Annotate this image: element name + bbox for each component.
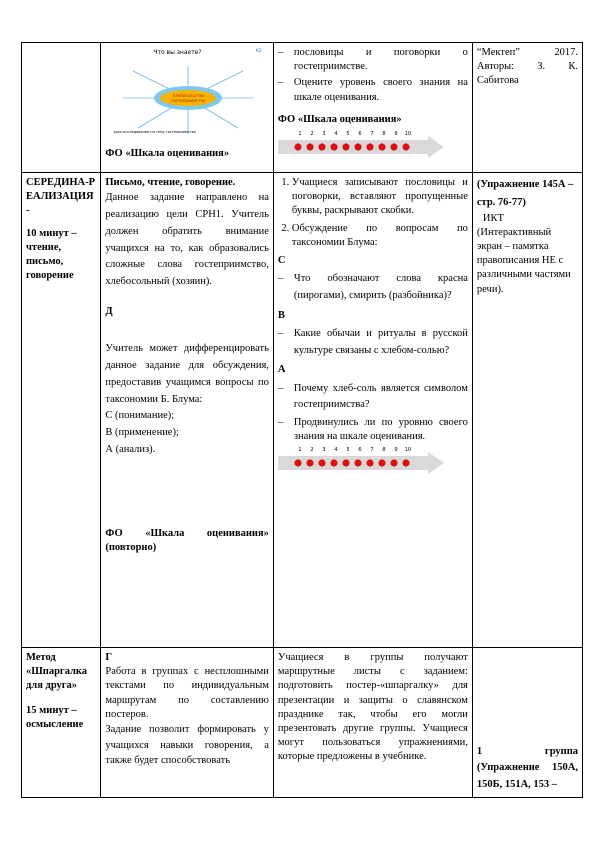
stage-time: 10 минут – чтение, письмо, говорение xyxy=(26,227,77,282)
rating-scale xyxy=(278,131,444,159)
stage-title: Метод «Шпаргалка для друга» xyxy=(26,652,88,692)
bloom-item: В (применение); xyxy=(105,427,179,439)
resource-cell xyxy=(472,43,582,173)
scale-arrow xyxy=(278,136,444,158)
bloom-item: А (анализ). xyxy=(105,443,156,455)
lesson-plan-table xyxy=(21,42,583,798)
level-b-letter: В xyxy=(277,309,285,321)
list-item: 2. Обсуждение по вопросам по таксономии Блума: xyxy=(292,222,468,250)
scale-numbers: 1 2 3 4 5 6 7 8 9 10 xyxy=(298,130,412,137)
group-exercises: 1 группа (Упражнение 150А, 150Б, 151А, 153 – xyxy=(476,745,578,791)
scale-arrow xyxy=(278,452,444,474)
activity-cell xyxy=(101,648,274,798)
differentiation-text: Учитель может дифференцировать данное задание для обсуждения, предоставив учащимся вопросы по таксономии Б. Блума: xyxy=(105,343,269,405)
assessment-label: ФО «Шкала оценивания» xyxy=(105,148,230,159)
level-b-list xyxy=(278,326,468,360)
group-letter: Г xyxy=(105,652,113,663)
student-activity-cell xyxy=(273,173,472,648)
activity-cell xyxy=(101,173,274,648)
assessment-label: ФО «Шкала оценивания» xyxy=(277,113,402,125)
mindmap-title: Что вы знаете? xyxy=(153,49,202,56)
resource-cell xyxy=(472,648,582,798)
rating-scale xyxy=(278,447,444,475)
intro-list xyxy=(278,46,468,105)
activity-cell xyxy=(101,43,274,173)
bloom-item: С (понимание); xyxy=(105,410,175,422)
stage-cell xyxy=(22,173,101,648)
mindmap-corner-text: КЗ xyxy=(255,48,262,53)
table-row-method xyxy=(22,648,583,798)
list-item: – Оцените уровень своего знания на шкале оценивания. xyxy=(278,76,468,104)
level-a-letter: А xyxy=(277,364,286,376)
stage-cell xyxy=(22,648,101,798)
list-item: – Продвинулись ли по уровню своего знания на шкале оценивания. xyxy=(278,416,468,444)
list-item: – Какие обычаи и ритуалы в русской культуре связаны с хлебом-солью? xyxy=(278,326,468,360)
scale-numbers: 1 2 3 4 5 6 7 8 9 10 xyxy=(298,446,412,453)
activity-text: Данное задание направлено на реализацию цели СРН1. Учитель должен обратить внимание учащихся на то, как образовались сложные слова гостеприимство, хлебосольный (хозяин). xyxy=(105,192,269,288)
student-activity-cell xyxy=(273,43,472,173)
textbook-reference: “Мектеп” 2017. Авторы: З. К. Сабитова xyxy=(476,47,578,87)
activity-text: Задание позволит формировать у учащихся навыки говорения, а также будет способствовать xyxy=(105,723,269,767)
level-a-list xyxy=(278,381,468,445)
ict-resource: ИКТ (Интерактивный экран – памятка правописания НЕ с различными частями речи). xyxy=(476,212,571,295)
differentiation-letter: Д xyxy=(105,305,113,317)
level-c-letter: С xyxy=(277,254,286,266)
student-activity-cell xyxy=(273,648,472,798)
group-task-text: Учащиеся в группы получают маршрутные листы с заданием: подготовить постер-«шпаргалку» для презентации и защиты о славянском празднике так, чтобы его могли презентовать другие группы. Учащиеся могут пользоваться упражнениями, которые предложены в учебнике. xyxy=(277,652,468,763)
activity-heading: Письмо, чтение, говорение. xyxy=(105,177,236,188)
level-c-list xyxy=(278,271,468,305)
resource-cell xyxy=(472,173,582,648)
stage-cell-empty xyxy=(22,43,101,173)
assessment-label: ФО «Шкала оценивания» (повторно) xyxy=(105,527,269,553)
exercise-reference: (Упражнение 145А – стр. 76-77) xyxy=(476,179,574,208)
stage-title: СЕРЕДИНА-РЕАЛИЗАЦИЯ- xyxy=(26,177,96,217)
mindmap-center-text: Хлебосольство гостеприимство xyxy=(171,93,206,103)
list-item: – Почему хлеб-соль является символом гостеприимства? xyxy=(278,381,468,415)
mindmap-footer: урок-исследование на тему гостеприимства xyxy=(113,130,196,134)
activity-text: Работа в группах с несплошными текстами по индивидуальным маршрутам по составлению постеров. xyxy=(105,666,269,720)
table-row-middle xyxy=(22,173,583,648)
list-item: – Что обозначают слова красна (пирогами), смирить (разбойника)? xyxy=(278,271,468,305)
table-row-intro xyxy=(22,43,583,173)
mindmap-image xyxy=(113,46,263,141)
stage-time: 15 минут – осмысление xyxy=(26,704,84,730)
list-item: – пословицы и поговорки о гостеприимстве. xyxy=(278,46,468,74)
list-item: 1. Учащиеся записывают пословицы и поговорки, вставляют пропущенные буквы, раскрывают скобки. xyxy=(292,176,468,219)
steps-list xyxy=(278,176,468,250)
